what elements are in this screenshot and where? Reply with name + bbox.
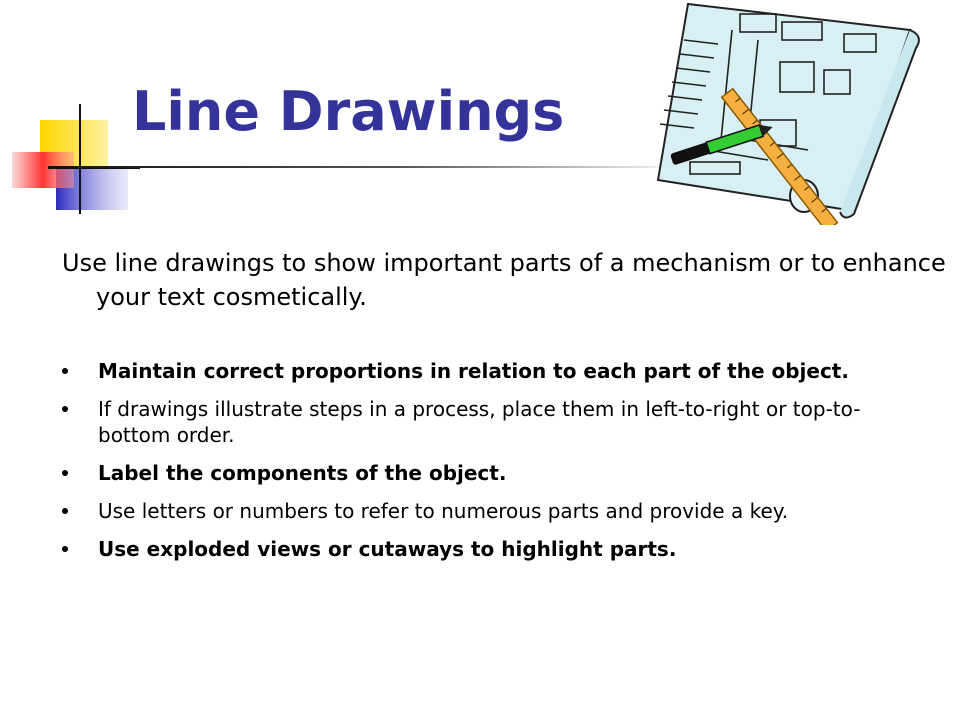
bullet-item xyxy=(62,460,902,486)
bullet-text: Use exploded views or cutaways to highlight parts. xyxy=(98,537,677,561)
bullet-dot-icon xyxy=(62,368,68,374)
bullet-dot-icon xyxy=(62,508,68,514)
bullet-text: If drawings illustrate steps in a process, place them in left-to-right or top-to-bottom order. xyxy=(98,397,861,447)
bullet-list xyxy=(62,358,902,574)
slide-title: Line Drawings xyxy=(132,80,565,143)
bullet-text: Maintain correct proportions in relation to each part of the object. xyxy=(98,359,849,383)
title-divider xyxy=(48,166,688,168)
bullet-item xyxy=(62,498,902,524)
blueprint-sheet-icon xyxy=(658,4,919,218)
bullet-item xyxy=(62,536,902,562)
bullet-dot-icon xyxy=(62,406,68,412)
bullet-text: Label the components of the object. xyxy=(98,461,507,485)
intro-paragraph: Use line drawings to show important parts of a mechanism or to enhance your text cosmetically. xyxy=(62,249,946,311)
bullet-text: Use letters or numbers to refer to numerous parts and provide a key. xyxy=(98,499,789,523)
decorative-squares xyxy=(0,100,140,220)
bullet-item xyxy=(62,358,902,384)
blueprint-clipart xyxy=(648,0,928,225)
bullet-item xyxy=(62,396,902,448)
bullet-dot-icon xyxy=(62,470,68,476)
bullet-dot-icon xyxy=(62,546,68,552)
